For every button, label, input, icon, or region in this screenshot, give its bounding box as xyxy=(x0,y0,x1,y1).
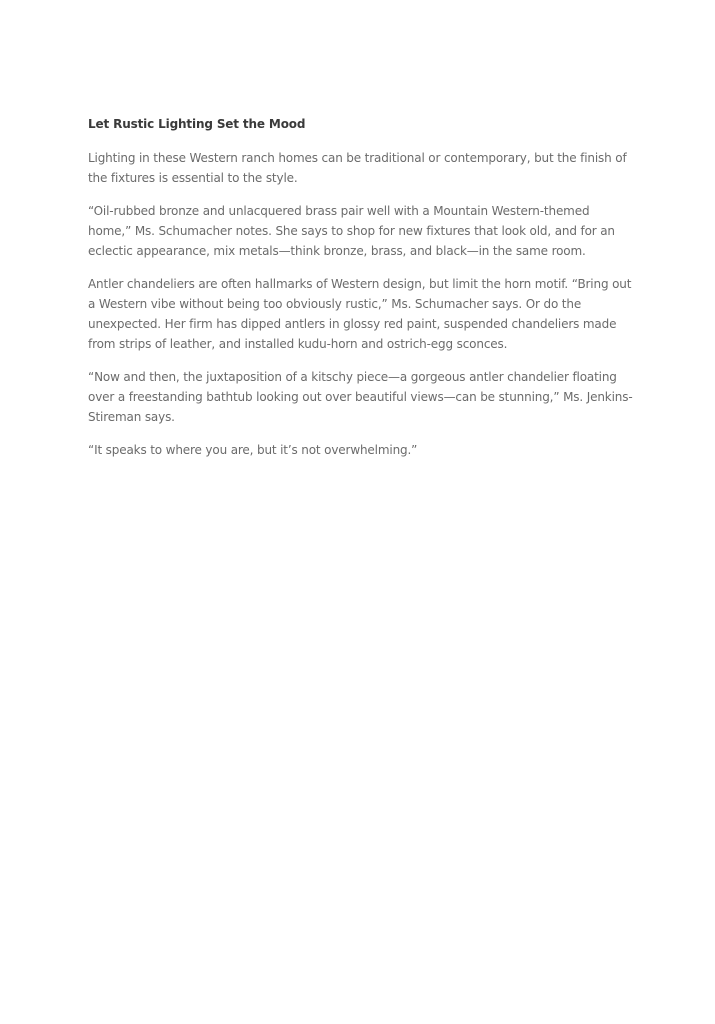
article-paragraph-1: Lighting in these Western ranch homes can be traditional or contemporary, but the finish of the fixtures is essential to the style. xyxy=(88,151,627,185)
article-paragraph-2: “Oil-rubbed bronze and unlacquered brass pair well with a Mountain Western-themed home,” Ms. Schumacher notes. She says to shop for new fixtures that look old, and for an eclectic appearance, mix metals—think bronze, brass, and black—in the same room. xyxy=(88,204,615,258)
article-paragraph-4: “Now and then, the juxtaposition of a kitschy piece—a gorgeous antler chandelier floating over a freestanding bathtub looking out over beautiful views—can be stunning,” Ms. Jenkins-Stireman says. xyxy=(88,370,633,424)
article-heading: Let Rustic Lighting Set the Mood xyxy=(88,117,306,131)
article-paragraph-5: “It speaks to where you are, but it’s not overwhelming.” xyxy=(88,443,418,457)
article-paragraph-3: Antler chandeliers are often hallmarks of Western design, but limit the horn motif. “Bring out a Western vibe without being too obviously rustic,” Ms. Schumacher says. Or do the unexpected. Her firm has dipped antlers in glossy red paint, suspended chandeliers made from strips of leather, and installed kudu-horn and ostrich-egg sconces. xyxy=(88,277,632,351)
article xyxy=(88,116,633,473)
